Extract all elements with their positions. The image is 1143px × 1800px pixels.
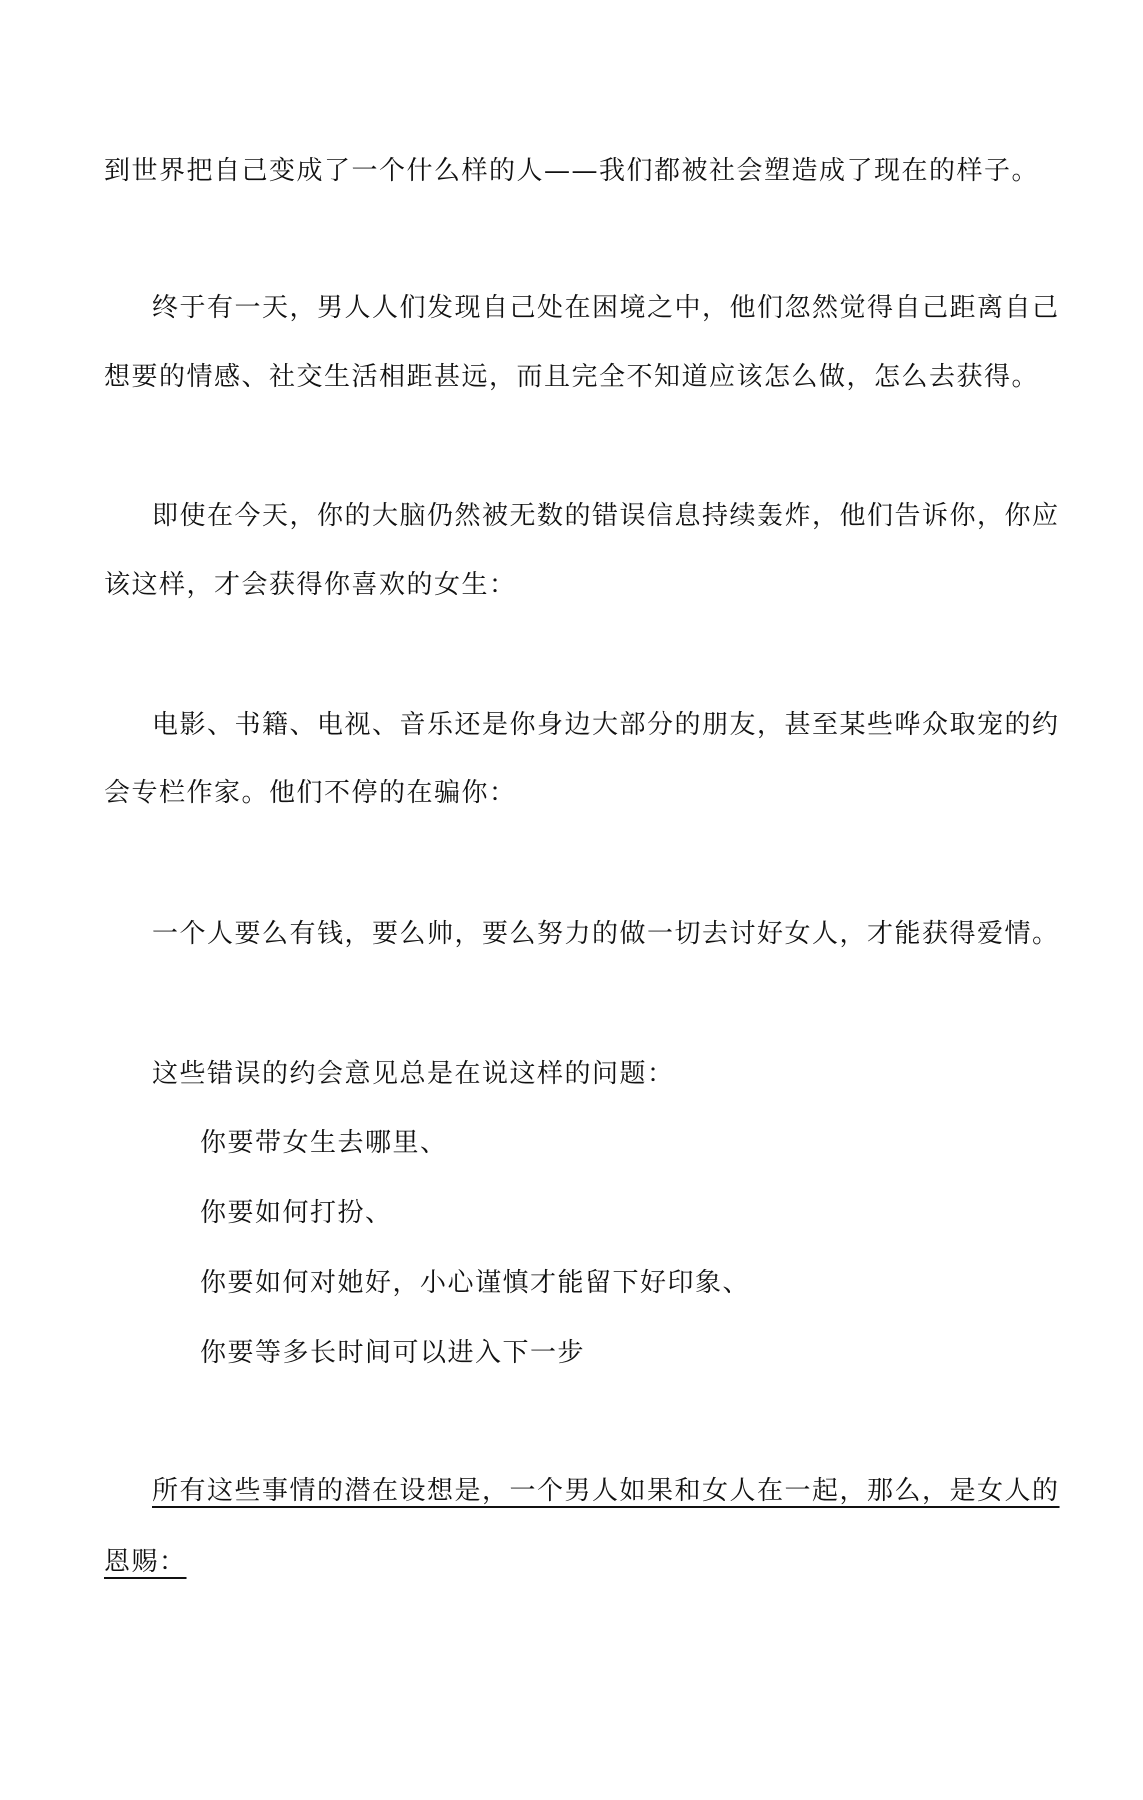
paragraph-2-line-2: 想要的情感、社交生活相距甚远，而且完全不知道应该怎么做，怎么去获得。	[104, 362, 1040, 392]
paragraph-5-line-1: 一个人要么有钱，要么帅，要么努力的做一切去讨好女人，才能获得爱情。	[152, 919, 1060, 949]
paragraph-3-line-1: 即使在今天，你的大脑仍然被无数的错误信息持续轰炸，他们告诉你，你应	[152, 501, 1060, 531]
paragraph-7-line-2: 恩赐：	[104, 1547, 187, 1577]
paragraph-4-line-1: 电影、书籍、电视、音乐还是你身边大部分的朋友，甚至某些哗众取宠的约	[152, 710, 1060, 740]
paragraph-4-line-2: 会专栏作家。他们不停的在骗你：	[104, 778, 517, 808]
paragraph-6-line-1: 这些错误的约会意见总是在说这样的问题：	[152, 1059, 675, 1089]
paragraph-7-line-1: 所有这些事情的潜在设想是，一个男人如果和女人在一起，那么，是女人的	[152, 1476, 1060, 1506]
list-item: 你要带女生去哪里、	[200, 1128, 448, 1158]
paragraph-1-line-1: 到世界把自己变成了一个什么样的人——我们都被社会塑造成了现在的样子。	[104, 156, 1040, 186]
list-item: 你要等多长时间可以进入下一步	[200, 1338, 586, 1368]
list-item: 你要如何对她好，小心谨慎才能留下好印象、	[200, 1268, 751, 1298]
paragraph-3-line-2: 该这样，才会获得你喜欢的女生：	[104, 570, 517, 600]
paragraph-2-line-1: 终于有一天，男人人们发现自己处在困境之中，他们忽然觉得自己距离自己	[152, 293, 1060, 323]
list-item: 你要如何打扮、	[200, 1198, 393, 1228]
